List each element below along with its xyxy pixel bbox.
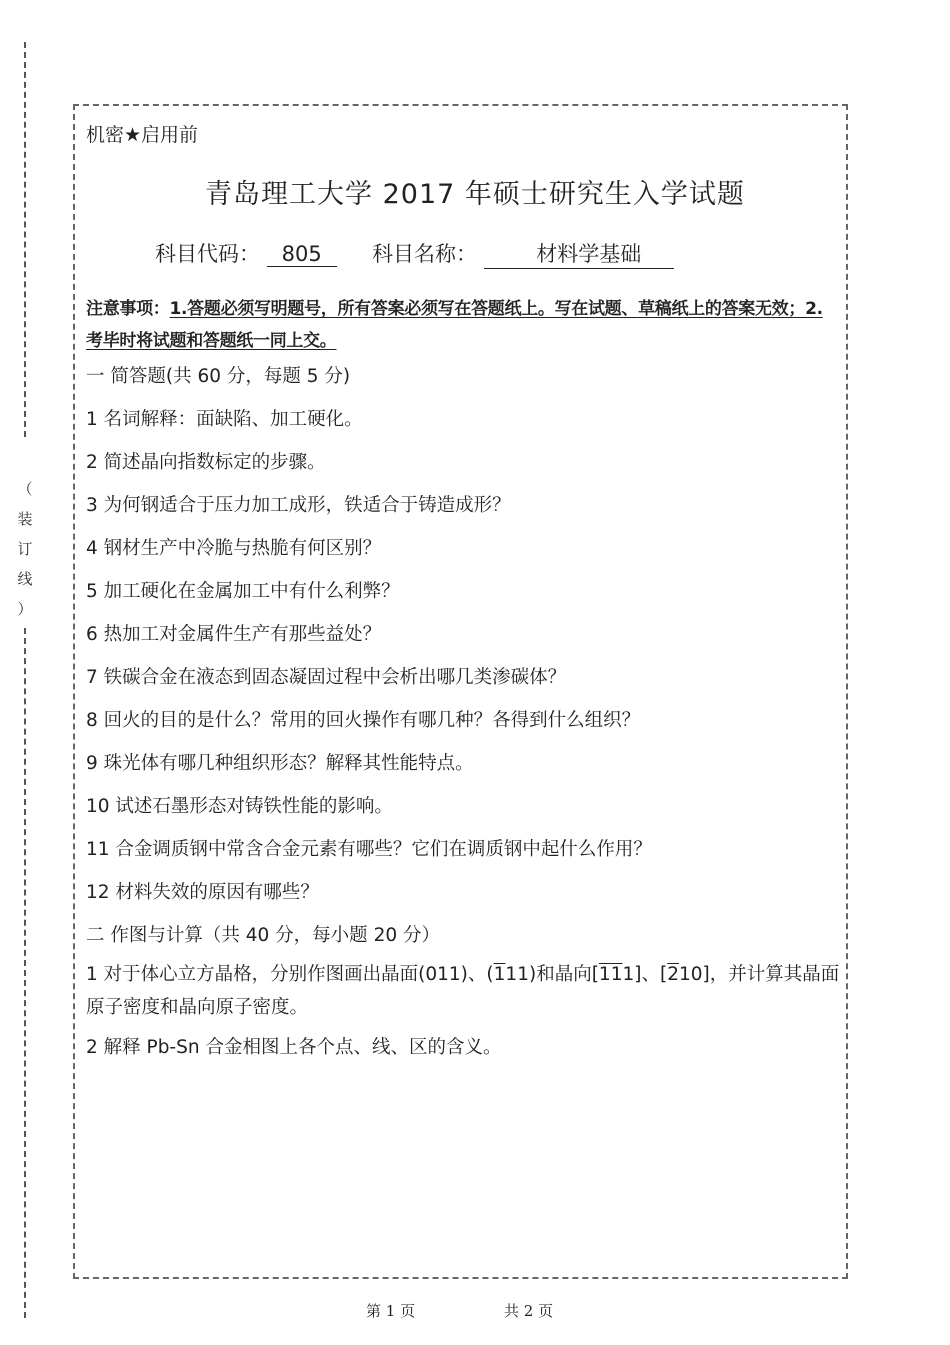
question-2: 2 简述晶向指数标定的步骤。	[86, 452, 326, 473]
direction-bar1-bar1-1: [111]	[591, 964, 642, 985]
question-7: 7 铁碳合金在液态到固态凝固过程中会析出哪几类渗碳体？	[86, 667, 567, 688]
question-5: 5 加工硬化在金属加工中有什么利弊？	[86, 581, 400, 602]
section2-question-2: 2 解释 Pb-Sn 合金相图上各个点、线、区的含义。	[86, 1037, 502, 1058]
notice	[86, 293, 838, 357]
plane-011: (011)	[418, 964, 468, 985]
plane-bar1-11: (111)	[486, 964, 537, 985]
subject-row	[155, 238, 674, 269]
exam-frame	[73, 104, 848, 1279]
binding-label: （ 装 订 线 ）	[17, 480, 33, 618]
question-3: 3 为何钢适合于压力加工成形，铁适合于铸造成形？	[86, 495, 511, 516]
notice-text: 1.答题必须写明题号，所有答案必须写在答题纸上。写在试题、草稿纸上的答案无效；2.考毕时将试题和答题纸一同上交。	[86, 299, 823, 351]
subject-code-label: 科目代码：	[155, 242, 260, 266]
question-4: 4 钢材生产中冷脆与热脆有何区别？	[86, 538, 382, 559]
page-title: 青岛理工大学 2017 年硕士研究生入学试题	[205, 179, 745, 210]
section2-heading: 二 作图与计算（共 40 分，每小题 20 分）	[86, 925, 440, 946]
question-10: 10 试述石墨形态对铸铁性能的影响。	[86, 796, 393, 817]
question-8: 8 回火的目的是什么？常用的回火操作有哪几种？各得到什么组织？	[86, 710, 641, 731]
binding-line-top	[24, 42, 26, 437]
question-9: 9 珠光体有哪几种组织形态？解释其性能特点。	[86, 753, 474, 774]
question-11: 11 合金调质钢中常含合金元素有哪些？它们在调质钢中起什么作用？	[86, 839, 652, 860]
confidential-label: 机密★启用前	[86, 124, 199, 146]
question-12: 12 材料失效的原因有哪些？	[86, 882, 319, 903]
subject-name: 材料学基础	[484, 238, 674, 269]
subject-name-label: 科目名称：	[372, 242, 478, 266]
notice-label: 注意事项：	[86, 299, 170, 319]
direction-bar2-10: [210]	[660, 964, 710, 985]
subject-code: 805	[267, 242, 337, 267]
section1-heading: 一 简答题(共 60 分，每题 5 分)	[86, 366, 351, 387]
binding-line-bottom	[24, 628, 26, 1318]
question-6: 6 热加工对金属件生产有那些益处？	[86, 624, 382, 645]
page-number: 第 1 页	[366, 1302, 416, 1320]
section2-question-1: 1 对于体心立方晶格，分别作图画出晶面(011)、(111)和晶向[111]、[210]，并计算其晶面原子密度和晶向原子密度。	[86, 964, 840, 1018]
page-total: 共 2 页	[504, 1302, 554, 1320]
question-1: 1 名词解释：面缺陷、加工硬化。	[86, 409, 363, 430]
